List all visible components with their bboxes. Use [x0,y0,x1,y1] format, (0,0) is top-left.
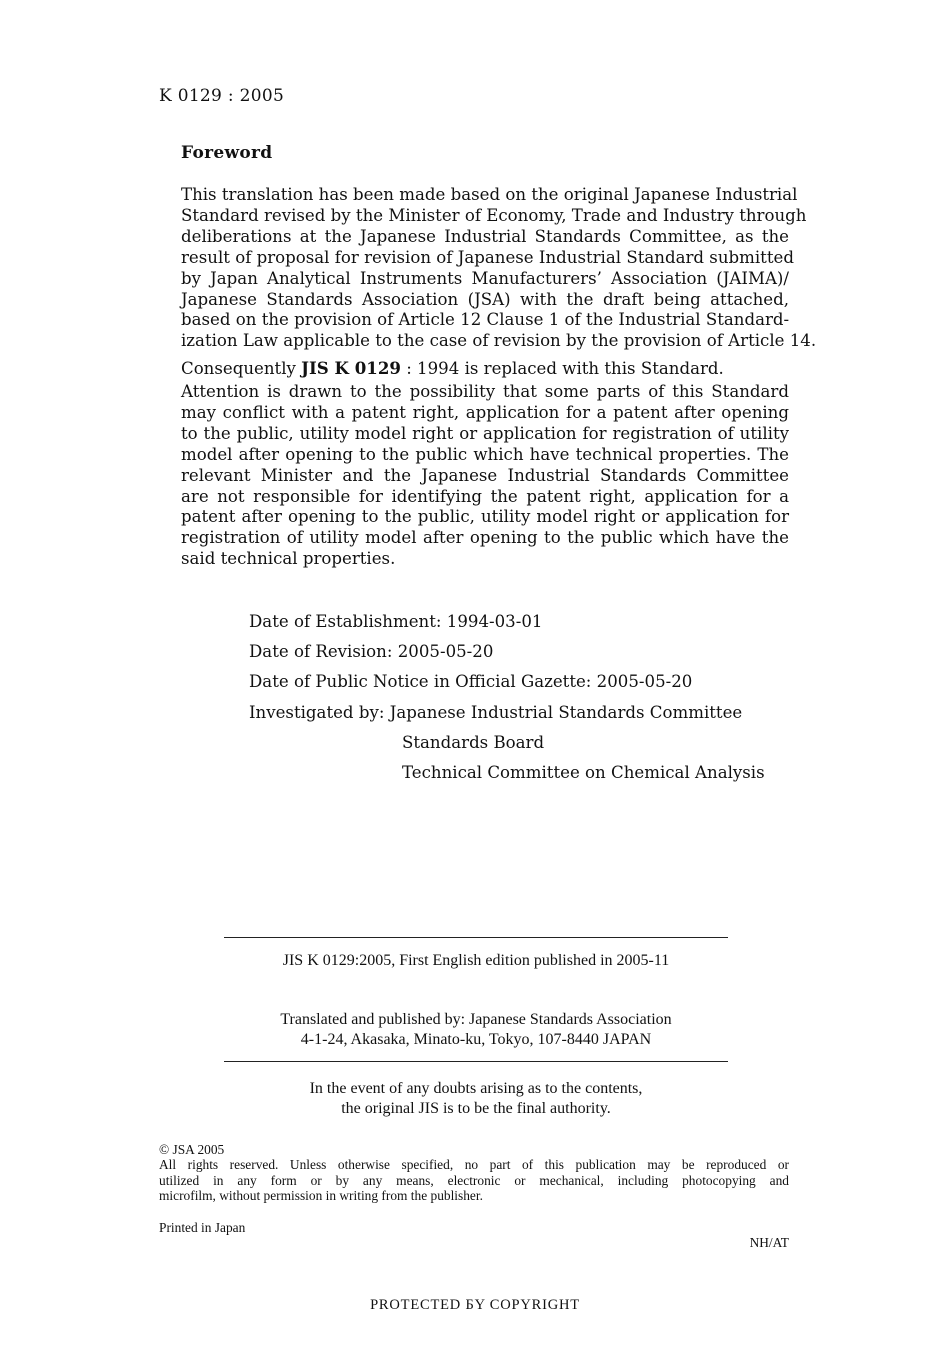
investigated-by: Investigated by: Japanese Industrial Standards Committee [249,702,743,722]
investigator-board: Standards Board [402,732,545,752]
copyright-watermark: PROTECTED БY COPYRIGHT [370,1297,580,1313]
authority-notice [224,1079,728,1119]
paragraph-line: may conflict with a patent right, application for a patent after opening [181,402,789,422]
paragraph-line: by Japan Analytical Instruments Manufacturers’ Association (JAIMA)/ [181,268,789,288]
foreword-heading: Foreword [181,143,273,163]
date-of-public-notice: Date of Public Notice in Official Gazette: 2005-05-20 [249,672,693,692]
copyright-notice [159,1142,789,1203]
rights-line: utilized in any form or by any means, electronic or mechanical, including photocopying and [159,1172,789,1188]
date-of-establishment: Date of Establishment: 1994-03-01 [249,612,543,631]
paragraph-line: ization Law applicable to the case of revision by the provision of Article 14. [181,331,817,351]
foreword-paragraph-3 [181,382,789,570]
rights-line: microfilm, without permission in writing from the publisher. [159,1187,483,1203]
document-number: K 0129 : 2005 [159,86,285,106]
paragraph-line: said technical properties. [181,549,396,569]
paragraph-line: patent after opening to the public, utility model right or application for [181,507,789,527]
paragraph-line: This translation has been made based on the original Japanese Industrial [181,185,798,204]
paragraph-text: Consequently [181,359,302,378]
paragraph-line: Attention is drawn to the possibility that some parts of this Standard [181,382,789,401]
rights-line: All rights reserved. Unless otherwise specified, no part of this publication may be reproduced or [159,1157,789,1173]
paragraph-line: result of proposal for revision of Japanese Industrial Standard submitted [181,247,794,267]
authority-line: In the event of any doubts arising as to the contents, [309,1080,643,1097]
standard-reference: JIS K 0129 [301,358,401,378]
printed-in: Printed in Japan [159,1220,246,1235]
paragraph-line: are not responsible for identifying the patent right, application for a [181,486,789,506]
paragraph-line: to the public, utility model right or application for registration of utility [181,423,789,443]
copyright-symbol-line: © JSA 2005 [159,1142,225,1157]
paragraph-line: Japanese Standards Association (JSA) with the draft being attached, [181,289,789,309]
foreword-paragraph-1 [181,185,817,352]
paragraph-text: : 1994 is replaced with this Standard. [400,359,724,378]
editor-initials: NH/AT [749,1235,789,1250]
investigator-committee: Technical Committee on Chemical Analysis [402,763,765,783]
paragraph-line: model after opening to the public which have technical properties. The [181,444,789,464]
publisher-address: 4-1-24, Akasaka, Minato-ku, Tokyo, 107-8440 JAPAN [300,1031,652,1048]
publisher-line: Translated and published by: Japanese Standards Association [280,1011,672,1028]
paragraph-line: deliberations at the Japanese Industrial Standards Committee, as the [181,226,789,246]
paragraph-line: relevant Minister and the Japanese Industrial Standards Committee [181,465,789,485]
paragraph-line: Standard revised by the Minister of Economy, Trade and Industry through [181,205,807,225]
paragraph-line: based on the provision of Article 12 Clause 1 of the Industrial Standard- [181,310,790,330]
divider [224,1061,728,1062]
paragraph-line: registration of utility model after opening to the public which have the [181,528,789,548]
standard-history [249,607,765,788]
authority-line: the original JIS is to be the final authority. [341,1100,611,1117]
date-of-revision: Date of Revision: 2005-05-20 [249,642,494,662]
edition-statement: JIS K 0129:2005, First English edition published in 2005-11 [282,952,670,969]
foreword-paragraph-2 [181,358,789,380]
divider [224,937,728,938]
publisher-info [224,1010,728,1050]
